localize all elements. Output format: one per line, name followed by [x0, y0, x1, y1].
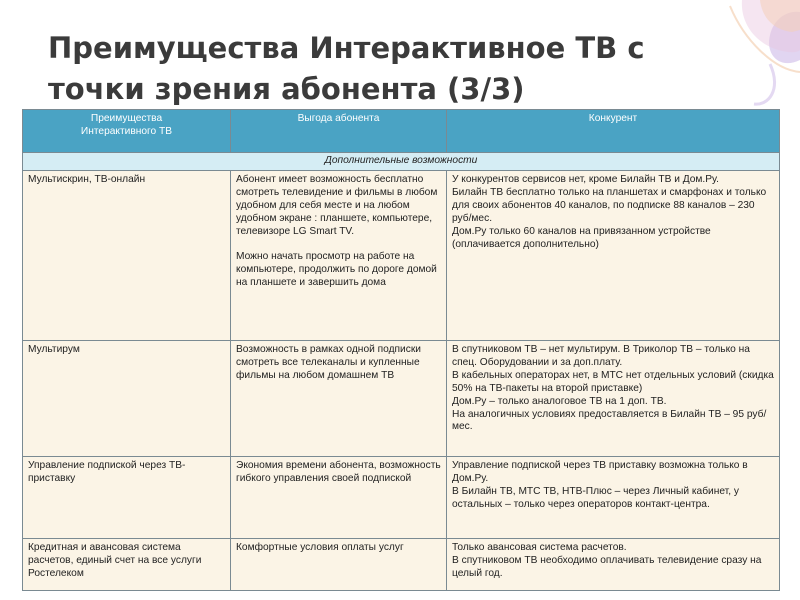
benefit-cell: Экономия времени абонента, возможность гибкого управления своей подпиской: [231, 457, 447, 539]
table-row: [23, 457, 780, 539]
table-row: [23, 171, 780, 341]
comparison-table: [22, 109, 780, 591]
benefit-cell: Абонент имеет возможность бесплатно смотреть телевидение и фильмы в любом удобном для себя месте и на любом удобном экране : планшете, компьютере, телевизоре LG Smart TV. Можно начать просмотр на работе на компьютере, продолжить по дороге домой на планшете и завершить дома: [231, 171, 447, 341]
section-row: [23, 153, 780, 171]
feature-cell: Мультискрин, ТВ-онлайн: [23, 171, 231, 341]
column-header-subscriber-benefit: Выгода абонента: [231, 110, 447, 153]
table-row: [23, 539, 780, 591]
competitor-cell: Только авансовая система расчетов. В спутниковом ТВ необходимо оплачивать телевидение сразу на целый год.: [447, 539, 780, 591]
column-header-advantages: Преимущества Интерактивного ТВ: [23, 110, 231, 153]
competitor-cell: У конкурентов сервисов нет, кроме Билайн ТВ и Дом.Ру. Билайн ТВ бесплатно только на планшетах и смарфонах и только для своих абонентов 40 каналов, по подписке 88 каналов – 230 руб/мес. Дом.Ру только 60 каналов на привязанном устройстве (оплачивается дополнительно): [447, 171, 780, 341]
slide-title: Преимущества Интерактивное ТВ с точки зрения абонента (3/3): [48, 31, 645, 106]
feature-cell: Мультирум: [23, 341, 231, 457]
table-row: [23, 341, 780, 457]
benefit-cell: Комфортные условия оплаты услуг: [231, 539, 447, 591]
feature-cell: Кредитная и авансовая система расчетов, единый счет на все услуги Ростелеком: [23, 539, 231, 591]
column-header-competitor: Конкурент: [447, 110, 780, 153]
feature-cell: Управление подпиской через ТВ-приставку: [23, 457, 231, 539]
section-label: Дополнительные возможности: [23, 153, 780, 171]
competitor-cell: В спутниковом ТВ – нет мультирум. В Триколор ТВ – только на спец. Оборудовании и за доп.плату. В кабельных операторах нет, в МТС нет отдельных условий (скидка 50% на ТВ-пакеты на второй приставке) Дом.Ру – только аналоговое ТВ на 1 доп. ТВ. На аналогичных условиях предоставляется в Билайн ТВ – 95 руб/мес.: [447, 341, 780, 457]
benefit-cell: Возможность в рамках одной подписки смотреть все телеканалы и купленные фильмы на любом домашнем ТВ: [231, 341, 447, 457]
competitor-cell: Управление подпиской через ТВ приставку возможна только в Дом.Ру. В Билайн ТВ, МТС ТВ, НТВ-Плюс – через Личный кабинет, у остальных – только через операторов контакт-центра.: [447, 457, 780, 539]
table-header-row: [23, 110, 780, 153]
